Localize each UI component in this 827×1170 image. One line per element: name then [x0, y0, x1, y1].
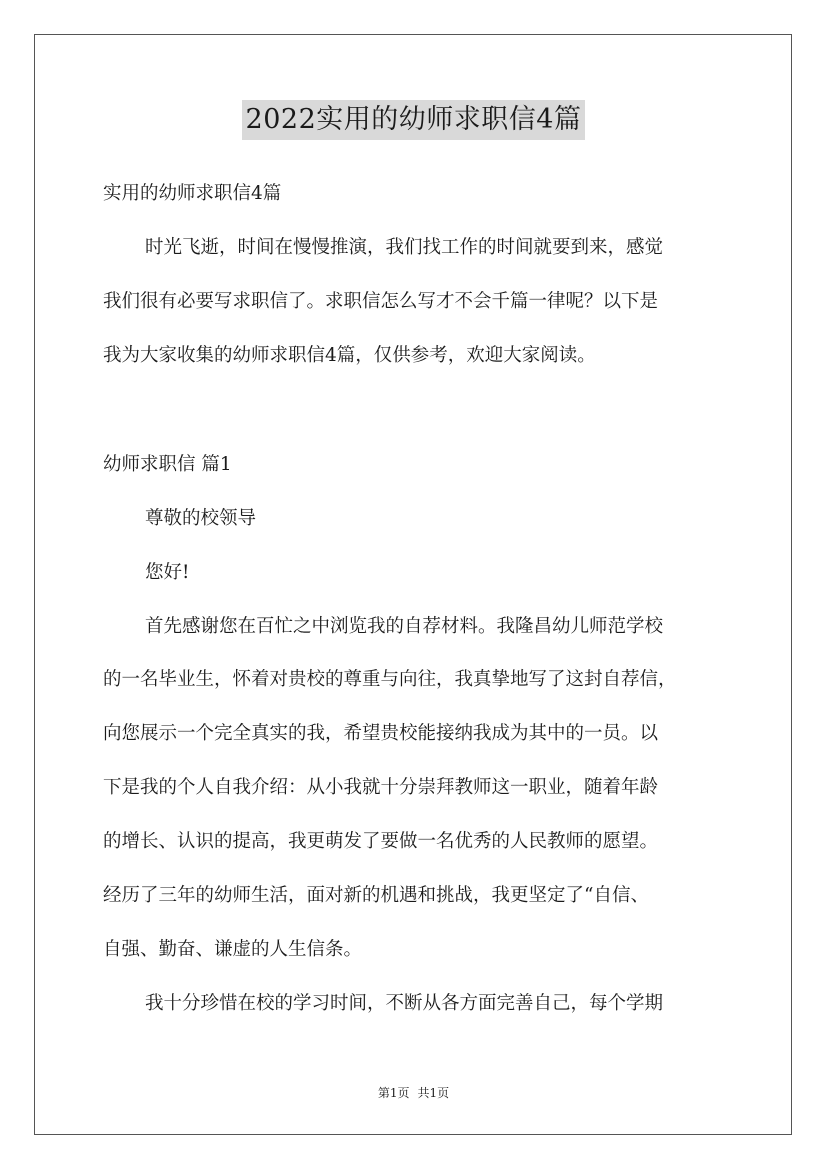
- body-line-4: 下是我的个人自我介绍：从小我就十分崇拜教师这一职业，随着年龄: [103, 777, 659, 798]
- body-line-2: 的一名毕业生，怀着对贵校的尊重与向往，我真挚地写了这封自荐信，: [103, 669, 677, 690]
- body-line-3: 向您展示一个完全真实的我，希望贵校能接纳我成为其中的一员。以: [103, 723, 659, 744]
- document-title: 2022实用的幼师求职信4篇: [242, 100, 586, 140]
- intro-line-2: 我们很有必要写求职信了。求职信怎么写才不会千篇一律呢？以下是: [103, 291, 659, 312]
- body-line-1: 首先感谢您在百忙之中浏览我的自荐材料。我隆昌幼儿师范学校: [145, 616, 664, 637]
- body-line-5: 的增长、认识的提高，我更萌发了要做一名优秀的人民教师的愿望。: [103, 831, 659, 852]
- intro-line-1: 时光飞逝，时间在慢慢推演，我们找工作的时间就要到来，感觉: [145, 237, 664, 258]
- greeting: 您好!: [145, 562, 190, 583]
- subtitle: 实用的幼师求职信4篇: [103, 183, 282, 204]
- page-number: 第1页: [377, 1086, 410, 1100]
- intro-line-3: 我为大家收集的幼师求职信4篇，仅供参考，欢迎大家阅读。: [103, 345, 596, 366]
- section-heading: 幼师求职信 篇1: [103, 454, 232, 475]
- page-total: 共1页: [417, 1086, 450, 1100]
- salutation: 尊敬的校领导: [145, 508, 257, 529]
- body-line-8: 我十分珍惜在校的学习时间，不断从各方面完善自己，每个学期: [145, 993, 664, 1014]
- title-container: [0, 100, 827, 140]
- body-line-6: 经历了三年的幼师生活，面对新的机遇和挑战，我更坚定了“自信、: [103, 885, 649, 906]
- body-line-7: 自强、勤奋、谦虚的人生信条。: [103, 939, 363, 960]
- page-footer: [0, 1086, 827, 1100]
